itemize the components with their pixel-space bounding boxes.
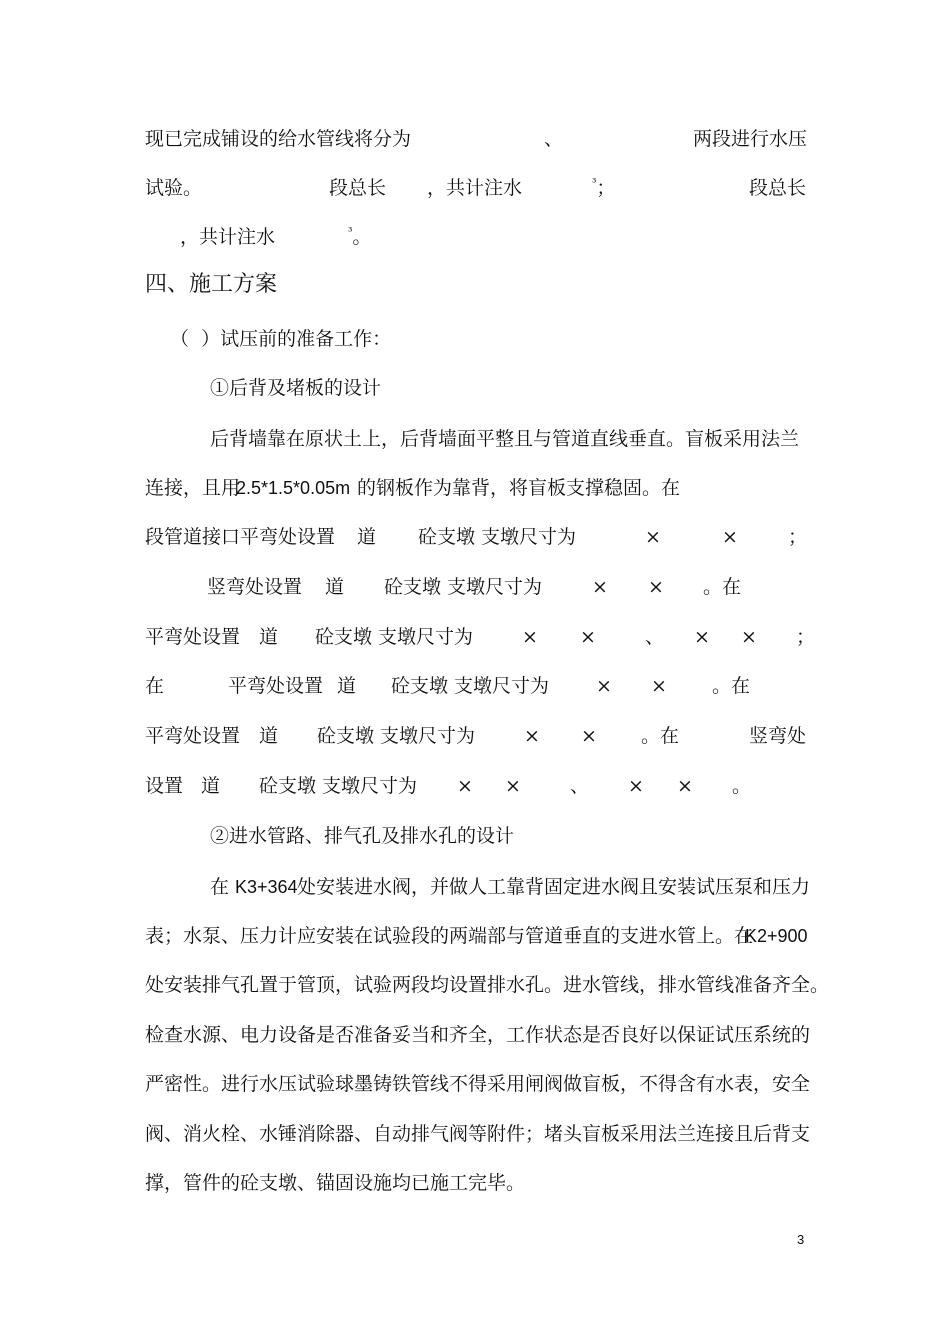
text-line [0,721,950,751]
text-fragment: K2+900 [745,926,808,946]
text-fragment: 道 [201,775,221,797]
text-fragment: 处安装进水阀，并做人工靠背固定进水阀且安装试压泵和压力 [297,876,811,898]
text-fragment: × [677,775,693,797]
text-fragment: 平弯处设置 [145,725,241,747]
text-line [0,671,950,701]
text-fragment: 砼支墩 支墩尺寸为 [317,725,476,747]
unit-superscript: $^{^3}$； [592,176,616,199]
text-fragment: 道 [259,626,279,648]
text-line: 后背墙靠在原状土上，后背墙面平整且与管道直线垂直。盲板采用法兰 [210,428,800,450]
text-line [0,622,950,652]
text-line [0,124,950,154]
text-line: 撑，管件的砼支墩、锚固设施均已施工完毕。 [145,1172,526,1194]
text-fragment: 道 [259,725,279,747]
text-fragment: ； [788,526,808,548]
text-fragment: ，共计注水 [180,226,276,248]
text-fragment: 砼支墩 支墩尺寸为 [384,576,543,598]
text-fragment: 竖弯处 [749,725,807,747]
text-line: 检查水源、电力设备是否准备妥当和齐全，工作状态是否良好以保证试压系统的 [145,1024,811,1046]
text-fragment: × [596,675,612,697]
text-fragment: 、 [645,626,665,648]
text-line [0,771,950,801]
page-number: 3 [797,1232,805,1247]
text-line [0,572,950,602]
text-fragment: × [524,725,540,747]
sub-heading: （ ）试压前的准备工作： [170,328,392,350]
text-fragment: 段总长 [749,177,807,199]
text-fragment: 设置 [145,775,184,797]
text-fragment: × [694,626,710,648]
text-fragment: 平弯处设置 [228,675,324,697]
text-fragment: ； [796,626,816,648]
text-fragment: ，共计注水 [427,177,523,199]
text-fragment: 在 [210,876,230,898]
text-fragment: × [580,626,596,648]
text-fragment: $^{^3}$。 [348,225,372,248]
text-fragment: 。在 [712,675,751,697]
text-fragment: 道 [357,526,377,548]
text-line [0,173,950,203]
text-fragment: 砼支墩 支墩尺寸为 [259,775,418,797]
text-fragment: 砼支墩 支墩尺寸为 [315,626,474,648]
text-fragment [592,173,615,206]
text-fragment: 试验。 [145,177,203,199]
text-fragment: 道 [325,576,345,598]
text-fragment: K3+364 [235,877,298,897]
text-line: 阀、消火栓、水锤消除器、自动排气阀等附件；堵头盲板采用法兰连接且后背支 [145,1123,811,1145]
text-fragment: 段管道接口平弯处设置 [145,526,336,548]
text-fragment: × [651,675,667,697]
text-fragment: × [741,626,757,648]
text-fragment: 、 [544,128,564,150]
item-title: ②进水管路、排气孔及排水孔的设计 [210,825,515,847]
text-line: 处安装排气孔置于管顶，试验两段均设置排水孔。进水管线，排水管线准备齐全。 [145,974,830,996]
text-fragment: × [648,576,664,598]
text-fragment: 竖弯处设置 [207,576,303,598]
text-fragment: 的钢板作为靠背，将盲板支撑稳固。在 [357,477,681,499]
text-fragment: 在 [145,675,165,697]
section-heading: 四、施工方案 [145,272,278,297]
text-fragment: 段总长 [329,177,387,199]
text-fragment: × [457,775,473,797]
text-line [0,473,950,503]
text-fragment: × [581,725,597,747]
text-line: 严密性。进行水压试验球墨铸铁管线不得采用闸阀做盲板，不得含有水表，安全 [145,1073,811,1095]
text-fragment: × [522,626,538,648]
text-fragment: 。 [732,775,752,797]
text-line [0,522,950,552]
text-fragment: × [645,526,661,548]
text-fragment: × [722,526,738,548]
text-line [0,872,950,902]
text-fragment: 、 [570,775,590,797]
text-fragment: 。在 [641,725,680,747]
text-line [0,921,950,951]
text-fragment: 2.5*1.5*0.05m [236,478,351,498]
text-fragment: × [505,775,521,797]
text-fragment: × [592,576,608,598]
text-fragment: 连接，且用 [145,477,241,499]
text-fragment: 。在 [703,576,742,598]
text-fragment: 平弯处设置 [145,626,241,648]
text-fragment: 砼支墩 支墩尺寸为 [391,675,550,697]
text-fragment: × [628,775,644,797]
text-fragment: 现已完成铺设的给水管线将分为 [145,128,412,150]
text-line [0,222,950,252]
item-title: ①后背及堵板的设计 [210,377,382,399]
text-fragment: 表；水泵、压力计应安装在试验段的两端部与管道垂直的支进水管上。在 [145,925,754,947]
text-fragment: 砼支墩 支墩尺寸为 [418,526,577,548]
text-fragment: 两段进行水压 [693,128,808,150]
text-fragment: 道 [337,675,357,697]
